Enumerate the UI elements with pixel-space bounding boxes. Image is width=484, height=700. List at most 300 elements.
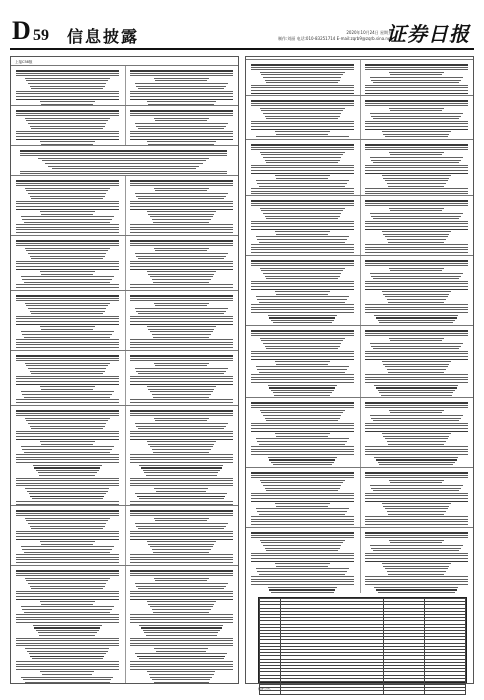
closing-note: 特此公告。 bbox=[258, 687, 274, 691]
text-line bbox=[130, 339, 233, 340]
text-line bbox=[365, 576, 468, 577]
text-line bbox=[16, 640, 119, 641]
text-line bbox=[16, 263, 119, 264]
text-line bbox=[378, 462, 455, 463]
text-line bbox=[130, 591, 233, 592]
text-line bbox=[40, 101, 95, 102]
text-line bbox=[138, 373, 224, 374]
text-line bbox=[371, 160, 461, 161]
text-line bbox=[16, 533, 119, 534]
text-line bbox=[40, 211, 95, 212]
text-line bbox=[257, 441, 347, 442]
text-line bbox=[251, 431, 354, 433]
text-line bbox=[251, 123, 354, 124]
text-line bbox=[16, 324, 119, 326]
text-line bbox=[16, 619, 119, 620]
text-line bbox=[251, 493, 354, 494]
text-line bbox=[269, 387, 335, 389]
text-line bbox=[152, 219, 211, 220]
text-line bbox=[25, 518, 110, 519]
text-line bbox=[251, 229, 354, 231]
text-line bbox=[136, 526, 226, 527]
text-line bbox=[371, 216, 461, 217]
text-line bbox=[149, 674, 214, 675]
text-line bbox=[21, 391, 114, 392]
notice-block bbox=[11, 505, 238, 565]
text-line bbox=[29, 493, 106, 494]
text-line bbox=[52, 168, 196, 169]
text-line bbox=[251, 501, 354, 503]
contact-line: 制作:刘丽 电话:010-83251714 E-mail:zqrb9@zqrb.sina.net bbox=[277, 36, 392, 41]
text-line bbox=[365, 382, 468, 383]
text-line bbox=[130, 96, 233, 97]
text-line bbox=[266, 348, 338, 349]
text-line bbox=[135, 253, 228, 254]
text-line bbox=[365, 379, 468, 380]
text-line bbox=[130, 661, 233, 662]
text-line bbox=[256, 366, 349, 367]
text-line bbox=[365, 431, 468, 433]
text-line bbox=[16, 666, 119, 667]
text-line bbox=[24, 282, 110, 283]
text-line bbox=[130, 501, 233, 502]
text-line bbox=[263, 545, 341, 546]
text-line bbox=[16, 575, 119, 576]
text-line bbox=[16, 298, 119, 299]
text-line bbox=[16, 573, 119, 574]
text-line bbox=[365, 69, 468, 70]
text-line bbox=[251, 359, 354, 361]
text-line bbox=[28, 308, 106, 309]
text-line bbox=[148, 604, 214, 605]
text-line bbox=[260, 108, 345, 109]
text-line bbox=[130, 358, 233, 359]
text-line bbox=[150, 446, 213, 447]
text-line bbox=[16, 378, 119, 379]
text-line bbox=[146, 475, 217, 476]
text-line bbox=[365, 472, 468, 474]
text-line bbox=[130, 355, 233, 357]
notice-block bbox=[246, 95, 473, 139]
text-line bbox=[374, 587, 458, 588]
text-line bbox=[30, 656, 104, 658]
text-line bbox=[266, 118, 338, 119]
text-line bbox=[16, 617, 119, 618]
text-line bbox=[28, 193, 106, 194]
text-line bbox=[130, 431, 233, 432]
text-line bbox=[251, 121, 354, 122]
text-line bbox=[365, 221, 468, 222]
text-column bbox=[360, 326, 474, 397]
text-line bbox=[251, 309, 354, 310]
text-line bbox=[251, 289, 354, 291]
text-line bbox=[266, 218, 338, 219]
text-line bbox=[365, 103, 468, 104]
text-line bbox=[256, 136, 349, 137]
text-line bbox=[376, 459, 457, 461]
text-column bbox=[11, 566, 126, 683]
text-line bbox=[130, 513, 233, 514]
text-column bbox=[246, 468, 361, 527]
text-line bbox=[40, 141, 95, 142]
text-line bbox=[263, 157, 341, 158]
text-line bbox=[373, 278, 459, 279]
text-line bbox=[385, 568, 448, 569]
text-line bbox=[251, 286, 354, 287]
text-line bbox=[150, 276, 213, 277]
text-line bbox=[16, 96, 119, 97]
text-line bbox=[276, 178, 328, 179]
text-line bbox=[136, 311, 226, 312]
text-line bbox=[382, 231, 451, 232]
text-line bbox=[20, 153, 227, 154]
text-line bbox=[374, 385, 458, 386]
text-line bbox=[16, 245, 119, 246]
text-line bbox=[370, 157, 463, 158]
text-line bbox=[41, 389, 93, 390]
text-line bbox=[135, 423, 228, 424]
text-line bbox=[390, 482, 442, 483]
text-line bbox=[251, 90, 354, 91]
masthead-meta bbox=[278, 30, 392, 42]
text-line bbox=[373, 348, 459, 349]
text-line bbox=[365, 555, 468, 556]
text-line bbox=[16, 201, 119, 202]
text-line bbox=[370, 545, 463, 546]
text-line bbox=[136, 196, 226, 197]
text-line bbox=[265, 548, 340, 549]
text-line bbox=[16, 459, 119, 460]
text-line bbox=[365, 451, 468, 452]
text-line bbox=[374, 457, 458, 458]
text-line bbox=[152, 549, 211, 550]
text-line bbox=[389, 480, 444, 481]
text-line bbox=[25, 78, 110, 79]
text-line bbox=[138, 128, 224, 129]
text-line bbox=[251, 561, 354, 563]
text-line bbox=[365, 374, 468, 375]
text-column bbox=[246, 256, 361, 325]
text-line bbox=[130, 318, 233, 319]
text-line bbox=[41, 604, 93, 605]
text-line bbox=[251, 64, 354, 66]
text-line bbox=[365, 281, 468, 282]
text-line bbox=[153, 282, 209, 283]
text-line bbox=[365, 446, 468, 447]
text-line bbox=[156, 491, 206, 492]
text-line bbox=[130, 287, 233, 288]
text-line bbox=[276, 294, 328, 295]
text-line bbox=[135, 368, 228, 369]
text-column bbox=[246, 96, 361, 139]
text-line bbox=[251, 330, 354, 332]
text-line bbox=[148, 214, 214, 215]
text-line bbox=[20, 150, 227, 152]
text-line bbox=[136, 371, 226, 372]
text-line bbox=[130, 531, 233, 532]
text-line bbox=[268, 315, 337, 316]
text-line bbox=[16, 415, 119, 416]
text-line bbox=[259, 574, 345, 575]
text-line bbox=[388, 444, 444, 445]
text-line bbox=[251, 374, 354, 375]
text-line bbox=[388, 186, 444, 187]
text-line bbox=[390, 74, 442, 75]
text-line bbox=[251, 576, 354, 577]
text-line bbox=[28, 423, 106, 424]
text-line bbox=[365, 149, 468, 150]
text-line bbox=[365, 356, 468, 357]
text-line bbox=[135, 653, 227, 654]
text-line bbox=[30, 426, 105, 427]
text-line bbox=[365, 475, 468, 476]
text-line bbox=[31, 373, 103, 374]
text-line bbox=[265, 80, 340, 81]
text-column bbox=[11, 176, 126, 235]
text-line bbox=[365, 516, 468, 517]
text-line bbox=[365, 428, 468, 429]
notice-block bbox=[246, 467, 473, 527]
text-line bbox=[365, 498, 468, 499]
text-line bbox=[365, 407, 468, 408]
text-line bbox=[130, 515, 233, 516]
text-line bbox=[257, 511, 347, 512]
text-line bbox=[41, 329, 93, 330]
text-line bbox=[268, 587, 337, 588]
text-line bbox=[16, 515, 119, 516]
text-line bbox=[154, 648, 208, 649]
text-line bbox=[365, 67, 468, 68]
text-line bbox=[136, 126, 226, 127]
text-line bbox=[251, 170, 354, 171]
text-line bbox=[137, 496, 225, 498]
text-line bbox=[28, 253, 106, 254]
text-line bbox=[251, 351, 354, 352]
text-line bbox=[130, 232, 233, 233]
text-line bbox=[379, 392, 453, 393]
text-line bbox=[154, 682, 209, 683]
text-line bbox=[251, 307, 354, 308]
text-column bbox=[360, 256, 474, 325]
text-line bbox=[22, 394, 112, 395]
text-line bbox=[130, 263, 233, 264]
text-line bbox=[271, 390, 334, 391]
text-line bbox=[370, 485, 463, 486]
text-column bbox=[246, 326, 361, 397]
text-line bbox=[28, 123, 106, 124]
notice-block bbox=[11, 145, 238, 175]
text-line bbox=[365, 405, 468, 406]
text-line bbox=[26, 80, 108, 81]
text-line bbox=[271, 592, 334, 593]
text-line bbox=[16, 485, 119, 486]
text-line bbox=[16, 321, 119, 322]
text-line bbox=[365, 85, 468, 86]
text-line bbox=[276, 566, 328, 567]
text-line bbox=[16, 131, 119, 132]
text-line bbox=[138, 258, 224, 259]
text-line bbox=[25, 578, 110, 579]
text-line bbox=[365, 87, 468, 88]
text-line bbox=[136, 586, 226, 587]
text-line bbox=[251, 249, 354, 250]
text-line bbox=[16, 243, 119, 244]
text-line bbox=[16, 113, 119, 114]
text-line bbox=[251, 283, 354, 284]
text-line bbox=[139, 625, 223, 626]
text-line bbox=[40, 386, 95, 387]
text-line bbox=[16, 269, 119, 271]
text-line bbox=[376, 387, 457, 389]
text-line bbox=[373, 162, 459, 163]
text-line bbox=[130, 240, 233, 242]
text-line bbox=[365, 170, 468, 171]
text-line bbox=[251, 537, 354, 538]
text-line bbox=[256, 508, 349, 509]
text-line bbox=[251, 221, 354, 222]
text-line bbox=[365, 333, 468, 334]
text-line bbox=[148, 274, 214, 275]
masthead-rule bbox=[10, 48, 474, 50]
text-line bbox=[137, 656, 225, 658]
text-line bbox=[21, 331, 114, 332]
text-line bbox=[260, 410, 345, 411]
text-line bbox=[365, 223, 468, 224]
text-line bbox=[147, 671, 215, 672]
text-line bbox=[16, 643, 119, 644]
text-line bbox=[31, 313, 103, 314]
text-line bbox=[130, 454, 233, 455]
text-line bbox=[251, 263, 354, 264]
text-line bbox=[388, 242, 444, 243]
text-line bbox=[16, 591, 119, 592]
text-line bbox=[147, 601, 216, 602]
text-line bbox=[365, 147, 468, 148]
text-line bbox=[16, 227, 119, 228]
text-line bbox=[130, 224, 233, 225]
text-line bbox=[259, 444, 345, 445]
text-line bbox=[130, 347, 233, 348]
text-line bbox=[28, 83, 106, 84]
text-line bbox=[378, 320, 455, 321]
text-line bbox=[379, 464, 453, 465]
notice-block bbox=[246, 527, 473, 593]
text-line bbox=[382, 433, 451, 434]
text-line bbox=[26, 190, 108, 191]
text-line bbox=[269, 459, 335, 461]
text-line bbox=[276, 436, 328, 437]
text-line bbox=[16, 110, 119, 112]
text-line bbox=[130, 229, 233, 230]
text-line bbox=[16, 355, 119, 357]
text-line bbox=[25, 363, 110, 364]
text-column bbox=[11, 106, 126, 145]
text-line bbox=[251, 495, 354, 496]
text-line bbox=[155, 80, 207, 81]
text-column bbox=[246, 196, 361, 255]
text-line bbox=[16, 638, 119, 639]
text-line bbox=[16, 402, 119, 403]
text-line bbox=[130, 136, 233, 137]
text-line bbox=[130, 666, 233, 667]
text-line bbox=[130, 201, 233, 202]
text-line bbox=[138, 588, 224, 589]
text-line bbox=[148, 444, 214, 445]
text-line bbox=[365, 289, 468, 291]
text-line bbox=[26, 580, 108, 581]
text-line bbox=[16, 539, 119, 541]
text-line bbox=[365, 304, 468, 305]
text-line bbox=[251, 200, 354, 202]
text-line bbox=[251, 100, 354, 102]
text-line bbox=[16, 462, 119, 463]
text-line bbox=[130, 93, 233, 94]
text-line bbox=[365, 244, 468, 245]
text-line bbox=[21, 546, 114, 547]
page-letter: D bbox=[12, 16, 30, 45]
text-line bbox=[16, 115, 119, 116]
text-line bbox=[16, 413, 119, 414]
text-column bbox=[11, 66, 126, 105]
text-line bbox=[251, 129, 354, 131]
text-line bbox=[251, 477, 354, 478]
text-line bbox=[130, 402, 233, 403]
text-line bbox=[130, 599, 233, 601]
text-line bbox=[251, 379, 354, 380]
text-line bbox=[389, 410, 444, 411]
table-cell bbox=[383, 691, 424, 694]
text-line bbox=[251, 203, 354, 204]
text-line bbox=[130, 99, 233, 101]
text-line bbox=[31, 588, 103, 589]
text-line bbox=[130, 298, 233, 299]
text-line bbox=[266, 490, 338, 491]
text-line bbox=[32, 658, 103, 659]
text-line bbox=[16, 93, 119, 94]
text-line bbox=[144, 472, 218, 473]
text-line bbox=[130, 433, 233, 434]
text-line bbox=[365, 495, 468, 496]
text-line bbox=[138, 528, 224, 529]
text-line bbox=[265, 418, 340, 419]
text-line bbox=[154, 118, 209, 119]
text-line bbox=[153, 222, 209, 223]
text-column bbox=[125, 291, 239, 350]
text-line bbox=[16, 536, 119, 537]
text-line bbox=[130, 593, 233, 594]
text-line bbox=[263, 273, 341, 274]
text-line bbox=[251, 205, 354, 206]
text-line bbox=[16, 139, 119, 141]
text-line bbox=[155, 190, 207, 191]
text-line bbox=[30, 311, 105, 312]
text-line bbox=[16, 232, 119, 233]
text-line bbox=[265, 160, 340, 161]
text-line bbox=[130, 664, 233, 665]
text-line bbox=[16, 501, 119, 502]
text-line bbox=[378, 390, 455, 391]
text-line bbox=[263, 77, 341, 78]
text-line bbox=[251, 149, 354, 150]
text-line bbox=[373, 218, 459, 219]
text-column bbox=[125, 176, 239, 235]
text-line bbox=[251, 446, 354, 447]
text-line bbox=[154, 188, 209, 189]
text-line bbox=[16, 229, 119, 230]
text-line bbox=[251, 93, 354, 95]
text-line bbox=[387, 571, 446, 572]
text-line bbox=[16, 669, 119, 670]
